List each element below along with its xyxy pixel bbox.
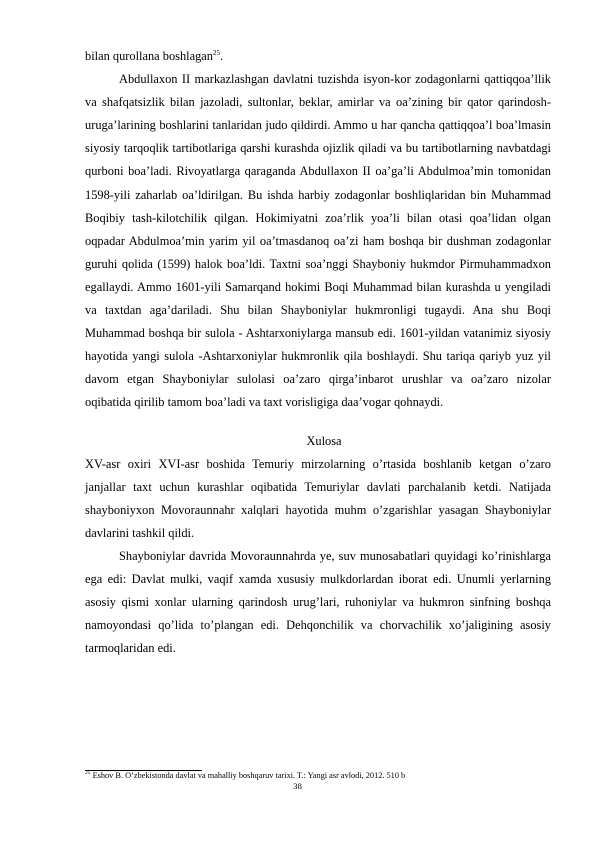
document-body <box>85 45 551 660</box>
intro-period: . <box>220 49 224 63</box>
footnote-number: 25 <box>85 770 91 777</box>
footnote-reference: 25 <box>213 48 221 57</box>
footnote <box>85 771 551 781</box>
page-number: 38 <box>293 781 302 791</box>
paragraph-2: XV-asr oxiri XVI-asr boshida Temuriy mirzolarning o’rtasida boshlanib ketgan o’zaro janjallar taxt uchun kurashlar oqibatida Temuriylar davlati parchalanib ketdi. Natijada shayboniyxon Movoraunnahr xalqlari hayotida muhm o’zgarishlar yasagan Shayboniylar davlarini tashkil qildi. <box>85 456 551 540</box>
intro-line <box>85 45 551 68</box>
paragraph-1: Abdullaxon II markazlashgan davlatni tuzishda isyon-kor zodagonlarni qattiqqoa’llik va shafqatsizlik bilan jazoladi, sultonlar, beklar, amirlar va oa’zining bir qator qarindosh-uruga’larining boshlarini tanlaridan judo qildirdi. Ammo u har qancha qattiqqoa’l boa’lmasin siyosiy tarqoqlik tartibotlariga qarshi kurashda ojizlik qiladi va bu tartibotlarning navbatdagi qurboni boa’ladi. Rivoyatlarga qaraganda Abdullaxon II oa’ga’li Abdulmoa’min tomonidan 1598-yili zaharlab oa’ldirilgan. Bu ishda harbiy zodagonlar boshliqlaridan bin Muhammad Boqibiy tash-kilotchilik qilgan. Hokimiyatni zoa’rlik yoa’li bilan otasi qoa’lidan olgan oqpadar Abdulmoa’min yarim yil oa’tmasdanoq oa’zi ham boshqa bir dushman zodagonlar guruhi qolida (1599) halok boa’ldi. Taxtni soa’nggi Shayboniy hukmdor Pirmuhammadxon egallaydi. Ammo 1601-yili Samarqand hokimi Boqi Muhammad bilan kurashda u yengiladi va taxtdan aga’dariladi. Shu bilan Shayboniylar hukmronligi tugaydi. Ana shu Boqi Muhammad boshqa bir sulola - Ashtarxoniylarga mansub edi. 1601-yildan vatanimiz siyosiy hayotida yangi sulola -Ashtarxoniylar hukmronlik qila boshlaydi. Shu tariqa qariyb yuz yil davom etgan Shayboniylar sulolasi oa’zaro qirga’inbarot urushlar va oa’zaro nizolar oqibatida qirilib tamom boa’ladi va taxt vorisligiga daa’vogar qohnaydi. <box>85 72 551 410</box>
footnote-text: Eshov B. O’zbekistonda davlat va mahalliy boshqaruv tarixi. T.: Yangi asr avlodi, 2012. 510 b <box>90 771 406 780</box>
paragraph-3: Shayboniylar davrida Movoraunnahrda ye, suv munosabatlari quyidagi ko’rinishlarga ega edi: Davlat mulki, vaqif xamda xususiy mulkdorlardan iborat edi. Unumli yerlarning asosiy qismi xonlar ularning qarindosh urug’lari, ruhoniylar va hukmron sinfning boshqa namoyondasi qo’lida to’plangan edi. Dehqonchilik va chorvachilik xo’jaligining asosiy tarmoqlaridan edi. <box>85 548 551 656</box>
section-heading: Xulosa <box>306 433 342 448</box>
intro-text: bilan qurollana boshlagan <box>85 49 214 63</box>
